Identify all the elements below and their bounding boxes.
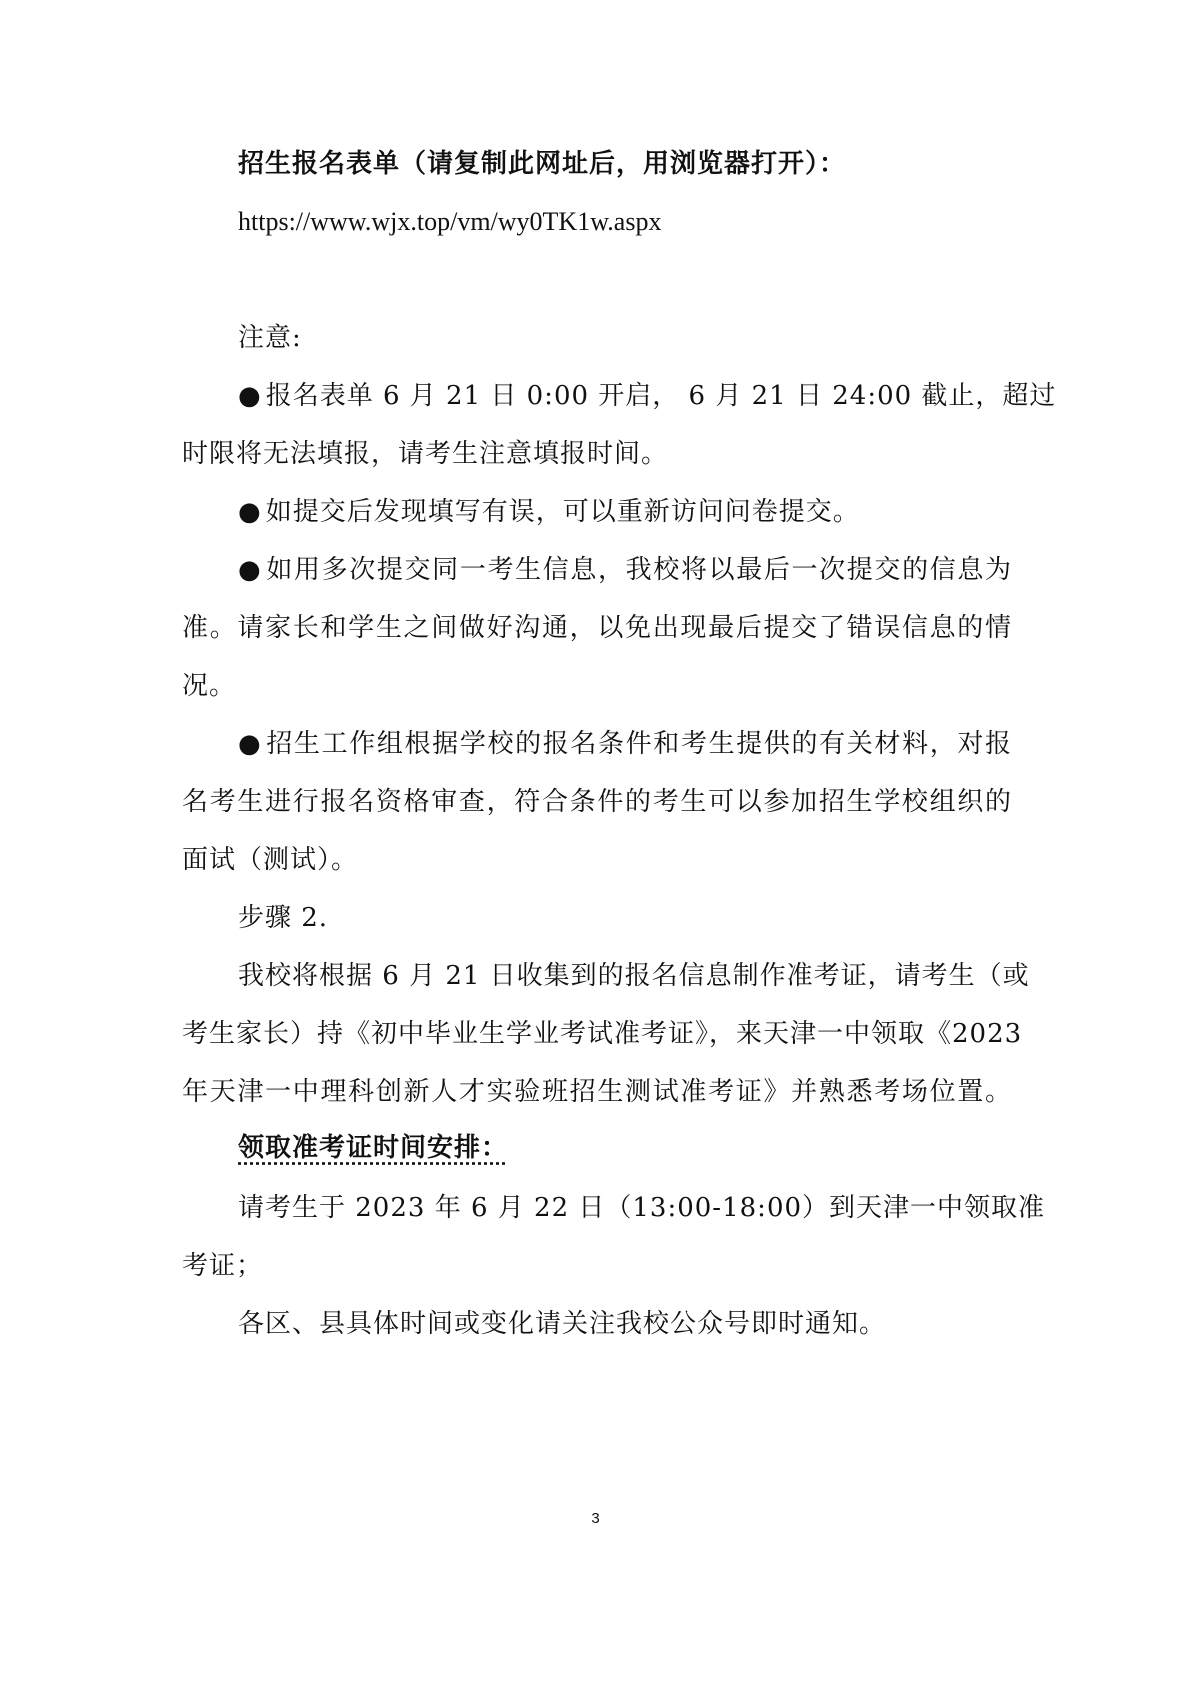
- bullet-dot-icon: ●: [238, 381, 262, 411]
- pickup-line-1: 请考生于 2023 年 6 月 22 日（13:00-18:00）到天津一中领取准: [238, 1193, 1046, 1223]
- pickup-line-2: 考证；: [182, 1251, 264, 1281]
- bullet-dot-icon: ●: [238, 729, 262, 759]
- bullet-3-line-2: 准。请家长和学生之间做好沟通，以免出现最后提交了错误信息的情: [182, 613, 1012, 643]
- bullet-2-line-1: ● 如提交后发现填写有误，可以重新访问问卷提交。: [238, 494, 1012, 530]
- bullet-3-line-1: ● 如用多次提交同一考生信息，我校将以最后一次提交的信息为: [238, 552, 1012, 588]
- notice-label: 注意:: [238, 323, 302, 353]
- bullet-1-line-2: 时限将无法填报，请考生注意填报时间。: [182, 439, 669, 469]
- form-url[interactable]: https://www.wjx.top/vm/wy0TK1w.aspx: [238, 207, 662, 236]
- bullet-3-line-3: 况。: [182, 671, 237, 701]
- pickup-line-3: 各区、县具体时间或变化请关注我校公众号即时通知。: [238, 1309, 887, 1339]
- form-heading: 招生报名表单（请复制此网址后，用浏览器打开）：: [238, 149, 847, 179]
- step-2-title: 步骤 2.: [238, 903, 329, 933]
- bullet-dot-icon: ●: [238, 497, 262, 527]
- pickup-heading: 领取准考证时间安排：: [238, 1133, 509, 1163]
- step-2-line-3: 年天津一中理科创新人才实验班招生测试准考证》并熟悉考场位置。: [182, 1077, 1012, 1107]
- step-2-line-1: 我校将根据 6 月 21 日收集到的报名信息制作准考证，请考生（或: [238, 961, 1030, 991]
- bullet-dot-icon: ●: [238, 555, 262, 585]
- bullet-4-line-1: ● 招生工作组根据学校的报名条件和考生提供的有关材料，对报: [238, 726, 1012, 762]
- page-number: 3: [591, 1510, 600, 1527]
- bullet-4-line-2: 名考生进行报名资格审查，符合条件的考生可以参加招生学校组织的: [182, 787, 1012, 817]
- bullet-4-line-3: 面试（测试）。: [182, 845, 359, 875]
- bullet-1-line-1: ● 报名表单 6 月 21 日 0:00 开启， 6 月 21 日 24:00 截止，超过: [238, 378, 1012, 414]
- step-2-line-2: 考生家长）持《初中毕业生学业考试准考证》，来天津一中领取《2023: [182, 1019, 1023, 1049]
